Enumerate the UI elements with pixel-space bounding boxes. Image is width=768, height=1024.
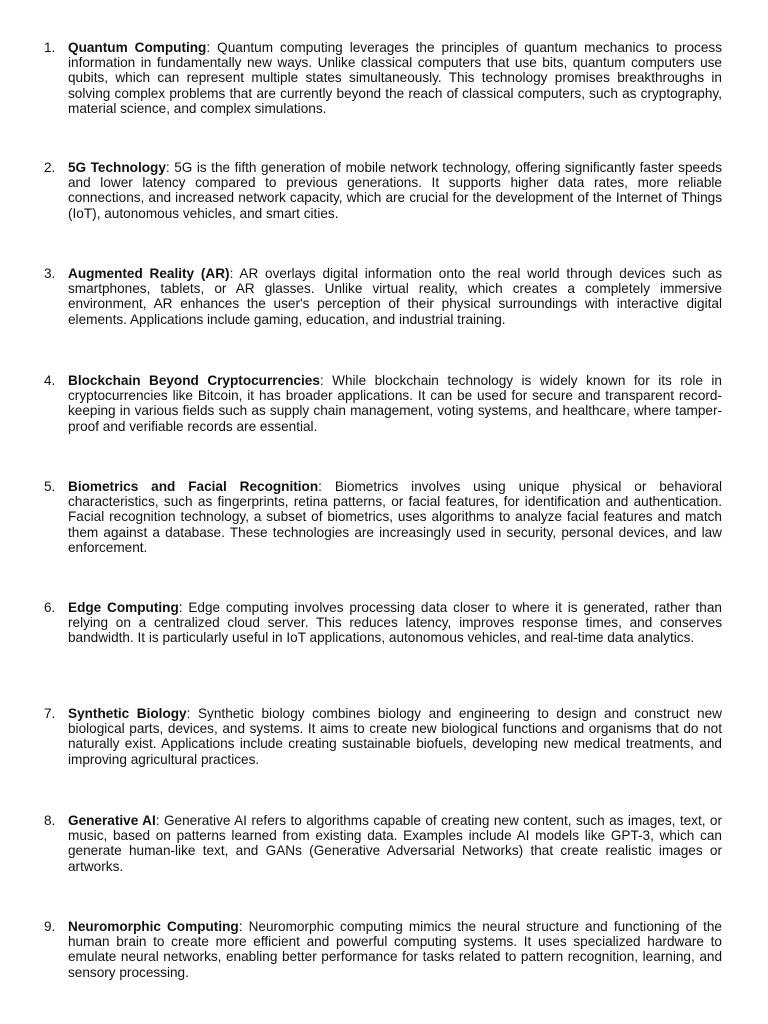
item-term: Biometrics and Facial Recognition [68, 479, 319, 494]
list-item-text [68, 600, 722, 646]
item-term: Generative AI [68, 813, 156, 828]
list-item-text [68, 160, 722, 221]
list-item-text [68, 706, 722, 767]
list-number: 8. [44, 813, 56, 828]
item-term: Blockchain Beyond Cryptocurrencies [68, 373, 320, 388]
list-number: 1. [44, 40, 56, 55]
list-number: 4. [44, 373, 56, 388]
item-description: : Neuromorphic computing mimics the neural structure and functioning of the human brain to create more efficient and powerful computing systems. It uses specialized hardware to emulate neural networks, enabling better performance for tasks related to pattern recognition, learning, and sensory processing. [68, 919, 722, 980]
item-description: : 5G is the fifth generation of mobile network technology, offering significantly faster speeds and lower latency compared to previous generations. It supports higher data rates, more reliable connections, and increased network capacity, which are crucial for the development of the Internet of Things (IoT), autonomous vehicles, and smart cities. [68, 160, 722, 221]
item-term: Neuromorphic Computing [68, 919, 239, 934]
item-description: : Edge computing involves processing data closer to where it is generated, rather than relying on a centralized cloud server. This reduces latency, improves response times, and conserves bandwidth. It is particularly useful in IoT applications, autonomous vehicles, and real-time data analytics. [68, 600, 722, 646]
item-term: Edge Computing [68, 600, 179, 615]
item-term: Augmented Reality (AR) [68, 266, 230, 281]
list-number: 7. [44, 706, 56, 721]
list-item-text [68, 266, 722, 327]
item-description: : While blockchain technology is widely known for its role in cryptocurrencies like Bitcoin, it has broader applications. It can be used for secure and transparent record-keeping in various fields such as supply chain management, voting systems, and healthcare, where tamper-proof and verifiable records are essential. [68, 373, 722, 434]
item-description: : Generative AI refers to algorithms capable of creating new content, such as images, text, or music, based on patterns learned from existing data. Examples include AI models like GPT-3, which can generate human-like text, and GANs (Generative Adversarial Networks) that create realistic images or artworks. [68, 813, 722, 874]
list-number: 9. [44, 919, 56, 934]
list-item-text [68, 813, 722, 874]
item-term: 5G Technology [68, 160, 166, 175]
list-number: 2. [44, 160, 56, 175]
item-description: : Biometrics involves using unique physical or behavioral characteristics, such as fingerprints, retina patterns, or facial features, for identification and authentication. Facial recognition technology, a subset of biometrics, uses algorithms to analyze facial features and match them against a database. These technologies are increasingly used in security, personal devices, and law enforcement. [68, 479, 722, 555]
list-number: 5. [44, 479, 56, 494]
item-description: : Synthetic biology combines biology and engineering to design and construct new biological parts, devices, and systems. It aims to create new biological functions and organisms that do not naturally exist. Applications include creating sustainable biofuels, developing new medical treatments, and improving agricultural practices. [68, 706, 722, 767]
list-number: 3. [44, 266, 56, 281]
list-item-text [68, 919, 722, 980]
list-item-text [68, 373, 722, 434]
item-description: : AR overlays digital information onto the real world through devices such as smartphones, tablets, or AR glasses. Unlike virtual reality, which creates a completely immersive environment, AR enhances the user's perception of their physical surroundings with interactive digital elements. Applications include gaming, education, and industrial training. [68, 266, 722, 327]
list-number: 6. [44, 600, 56, 615]
list-item-text [68, 40, 722, 116]
item-term: Synthetic Biology [68, 706, 187, 721]
item-description: : Quantum computing leverages the principles of quantum mechanics to process information in fundamentally new ways. Unlike classical computers that use bits, quantum computers use qubits, which can represent multiple states simultaneously. This technology promises breakthroughs in solving complex problems that are currently beyond the reach of classical computers, such as cryptography, material science, and complex simulations. [68, 40, 722, 116]
list-item-text [68, 479, 722, 555]
item-term: Quantum Computing [68, 40, 207, 55]
